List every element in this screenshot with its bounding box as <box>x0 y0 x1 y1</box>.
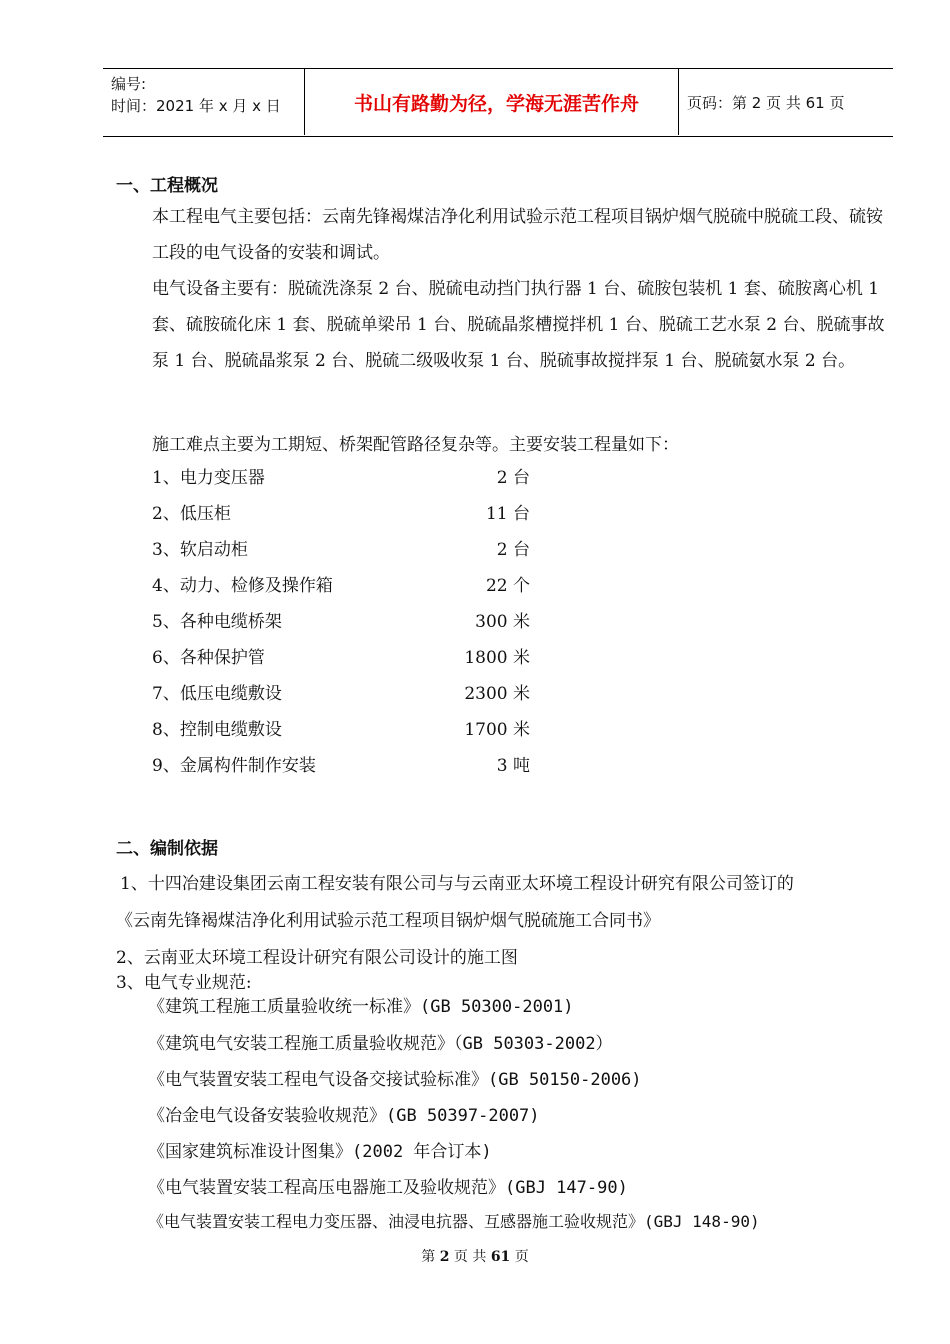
list-item-qty: 2 台 <box>496 468 530 488</box>
standard-item: 《电气装置安装工程高压电器施工及验收规范》(GBJ 147-90) <box>148 1178 628 1198</box>
header-meta <box>111 73 281 140</box>
header-motto: 书山有路勤为径，学海无涯苦作舟 <box>353 93 639 115</box>
list-item-name: 1、电力变压器 <box>152 468 265 488</box>
list-item-name: 3、软启动柜 <box>152 540 248 560</box>
document-header <box>103 68 893 137</box>
list-item-name: 2、低压柜 <box>152 504 231 524</box>
basis-text: 3、电气专业规范: <box>116 973 252 993</box>
paragraph-text: 施工难点主要为工期短、桥架配管路径复杂等。主要安装工程量如下： <box>152 435 679 455</box>
basis-text: 2、云南亚太环境工程设计研究有限公司设计的施工图 <box>116 948 518 968</box>
standard-item: 《冶金电气设备安装验收规范》(GB 50397-2007) <box>148 1106 540 1126</box>
list-item-qty: 300 米 <box>475 612 530 632</box>
list-item-name: 4、动力、检修及操作箱 <box>152 576 333 596</box>
paragraph-text: 电气设备主要有：脱硫洗涤泵 2 台、脱硫电动挡门执行器 1 台、硫胺包装机 1 套、硫胺离心机 1 套、硫胺硫化床 1 套、脱硫单梁吊 1 台、脱硫晶浆槽搅拌机 1 台、脱硫工艺水泵 2 台、脱硫事故泵 1 台、脱硫晶浆泵 2 台、脱硫二级吸收泵 1 台、脱硫事故搅拌泵 1 台、脱硫氨水泵 2 台。 <box>152 279 885 371</box>
list-item-qty: 1700 米 <box>464 720 530 740</box>
paragraph <box>116 199 886 271</box>
standard-item: 《电气装置安装工程电气设备交接试验标准》(GB 50150-2006) <box>148 1070 642 1090</box>
list-item-qty: 3 吨 <box>496 756 530 776</box>
paragraph-text: 本工程电气主要包括：云南先锋褐煤洁净化利用试验示范工程项目锅炉烟气脱硫中脱硫工段、硫铵工段的电气设备的安装和调试。 <box>152 207 883 263</box>
number-label: 编号: <box>111 75 147 93</box>
basis-text: 《云南先锋褐煤洁净化利用试验示范工程项目锅炉烟气脱硫施工合同书》 <box>116 911 660 931</box>
list-item-name: 7、低压电缆敷设 <box>152 684 282 704</box>
standard-item: 《建筑电气安装工程施工质量验收规范》（GB 50303-2002） <box>148 1034 613 1054</box>
list-item-name: 8、控制电缆敷设 <box>152 720 282 740</box>
section-title: 二、编制依据 <box>116 839 218 859</box>
footer-page-number: 2 <box>439 1249 450 1265</box>
header-divider <box>678 68 679 135</box>
footer-middle: 页 共 <box>453 1249 487 1265</box>
paragraph <box>116 271 886 379</box>
footer-total-pages: 61 <box>490 1249 511 1265</box>
header-divider <box>304 68 305 135</box>
list-item-qty: 2 台 <box>496 540 530 560</box>
list-item-qty: 22 个 <box>485 576 530 596</box>
footer-prefix: 第 <box>421 1249 436 1265</box>
basis-text: 1、十四冶建设集团云南工程安装有限公司与与云南亚太环境工程设计研究有限公司签订的 <box>120 874 794 894</box>
standard-item: 《电气装置安装工程电力变压器、油浸电抗器、互感器施工验收规范》(GBJ 148-90) <box>148 1212 760 1231</box>
list-item-qty: 11 台 <box>485 504 530 524</box>
section-title: 一、工程概况 <box>116 176 218 196</box>
header-page-info: 页码：第 2 页 共 61 页 <box>687 94 845 112</box>
list-item-qty: 1800 米 <box>464 648 530 668</box>
time-label: 时间：2021 年 x 月 x 日 <box>111 97 281 115</box>
footer-suffix: 页 <box>514 1249 529 1265</box>
list-item-name: 9、金属构件制作安装 <box>152 756 316 776</box>
list-item-name: 6、各种保护管 <box>152 648 265 668</box>
page-footer <box>0 1246 950 1266</box>
standard-item: 《建筑工程施工质量验收统一标准》(GB 50300-2001) <box>148 997 574 1017</box>
standard-item: 《国家建筑标准设计图集》(2002 年合订本) <box>148 1142 492 1162</box>
list-item-name: 5、各种电缆桥架 <box>152 612 282 632</box>
list-item-qty: 2300 米 <box>464 684 530 704</box>
